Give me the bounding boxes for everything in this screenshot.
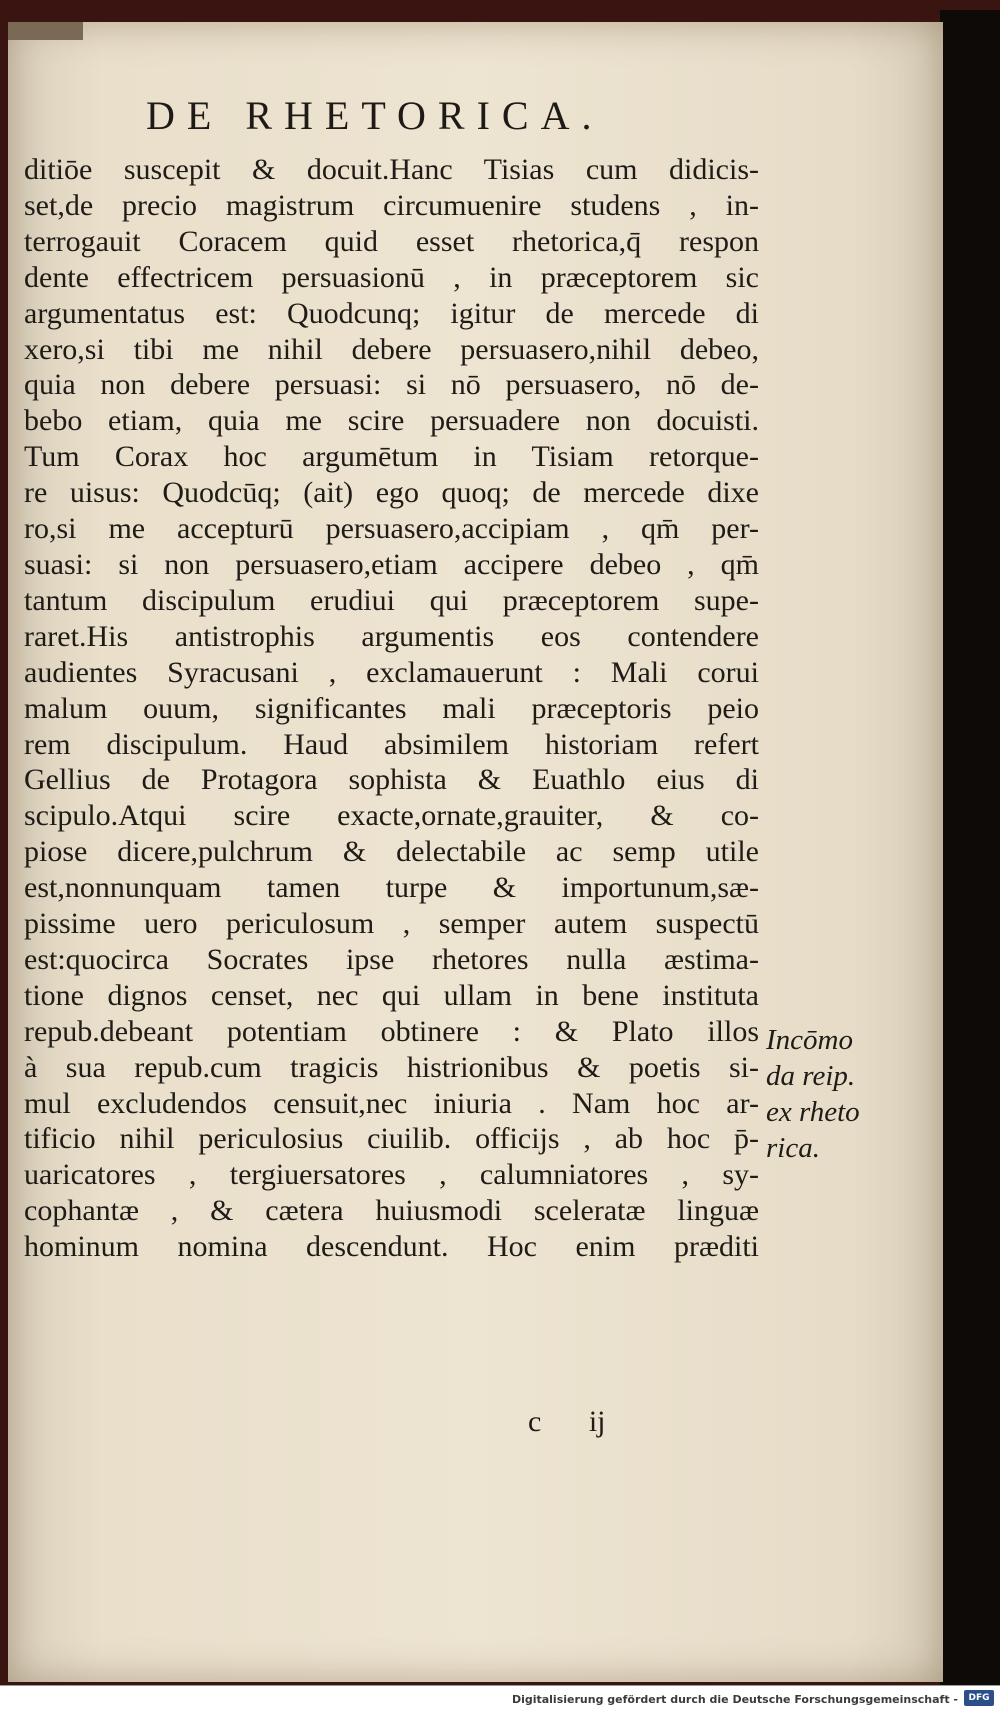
text-line: rem discipulum. Haud absimilem historiam refert <box>24 727 759 761</box>
text-line: argumentatus est: Quodcunq; igitur de mercede di <box>24 296 759 330</box>
text-line: pissime uero periculosum , semper autem suspectū <box>24 907 759 941</box>
text-line: uaricatores , tergiuersatores , calumniatores , sy- <box>24 1158 759 1192</box>
running-head: DE RHETORICA. <box>146 93 604 138</box>
marginal-line: rica. <box>766 1132 820 1164</box>
page-edge <box>940 10 1000 1685</box>
book-page <box>8 22 943 1682</box>
text-line: quia non debere persuasi: si nō persuasero, nō de- <box>24 368 759 402</box>
footer-credit: Digitalisierung gefördert durch die Deutsche Forschungsgemeinschaft - <box>511 1693 958 1706</box>
text-line: cophantæ , & cætera huiusmodi sceleratæ linguæ <box>24 1194 759 1228</box>
text-line: mul excludendos censuit,nec iniuria . Nam hoc ar- <box>24 1086 759 1120</box>
text-line: bebo etiam, quia me scire persuadere non docuisti. <box>24 404 759 438</box>
text-line: terrogauit Coracem quid esset rhetorica,q̄ respon <box>24 224 759 258</box>
text-line: tantum discipulum erudiui qui præceptorem supe- <box>24 583 759 617</box>
text-line: hominum nomina descendunt. Hoc enim præditi <box>24 1230 759 1264</box>
text-line: audientes Syracusani , exclamauerunt : Mali corui <box>24 655 759 689</box>
text-line: Tum Corax hoc argumētum in Tisiam retorque- <box>24 440 759 474</box>
text-line: tione dignos censet, nec qui ullam in bene instituta <box>24 978 759 1012</box>
text-line: tificio nihil periculosius ciuilib. officijs , ab hoc p̄- <box>24 1122 759 1156</box>
signature-mark: c ij <box>528 1405 606 1438</box>
text-line: piose dicere,pulchrum & delectabile ac semp utile <box>24 835 759 869</box>
text-line: raret.His antistrophis argumentis eos contendere <box>24 619 759 653</box>
text-line: Gellius de Protagora sophista & Euathlo eius di <box>24 763 759 797</box>
text-line: malum ouum, significantes mali præceptoris peio <box>24 691 759 725</box>
dfg-logo: DFG <box>964 1690 994 1706</box>
text-line: suasi: si non persuasero,etiam accipere debeo , qm̄ <box>24 547 759 581</box>
text-line: est:quocirca Socrates ipse rhetores nulla æstima- <box>24 942 759 976</box>
text-line: xero,si tibi me nihil debere persuasero,nihil debeo, <box>24 332 759 366</box>
text-line: repub.debeant potentiam obtinere : & Plato illos <box>24 1014 759 1048</box>
text-line: ditiōe suscepit & docuit.Hanc Tisias cum didicis- <box>24 153 759 186</box>
corner-mark <box>8 22 83 40</box>
body-text <box>24 152 759 1265</box>
text-line: à sua repub.cum tragicis histrionibus & poetis si- <box>24 1050 759 1084</box>
marginal-note <box>766 1022 906 1166</box>
marginal-line: Incōmo <box>766 1024 853 1056</box>
text-line: re uisus: Quodcūq; (ait) ego quoq; de mercede dixe <box>24 476 759 510</box>
text-line: dente effectricem persuasionū , in præceptorem sic <box>24 260 759 294</box>
text-line: set,de precio magistrum circumuenire studens , in- <box>24 188 759 222</box>
text-line: scipulo.Atqui scire exacte,ornate,grauiter, & co- <box>24 799 759 833</box>
text-line: ro,si me accepturū persuasero,accipiam , qm̄ per- <box>24 512 759 546</box>
text-line: est,nonnunquam tamen turpe & importunum,sæ- <box>24 871 759 905</box>
marginal-line: ex rheto <box>766 1096 860 1128</box>
marginal-line: da reip. <box>766 1060 856 1092</box>
